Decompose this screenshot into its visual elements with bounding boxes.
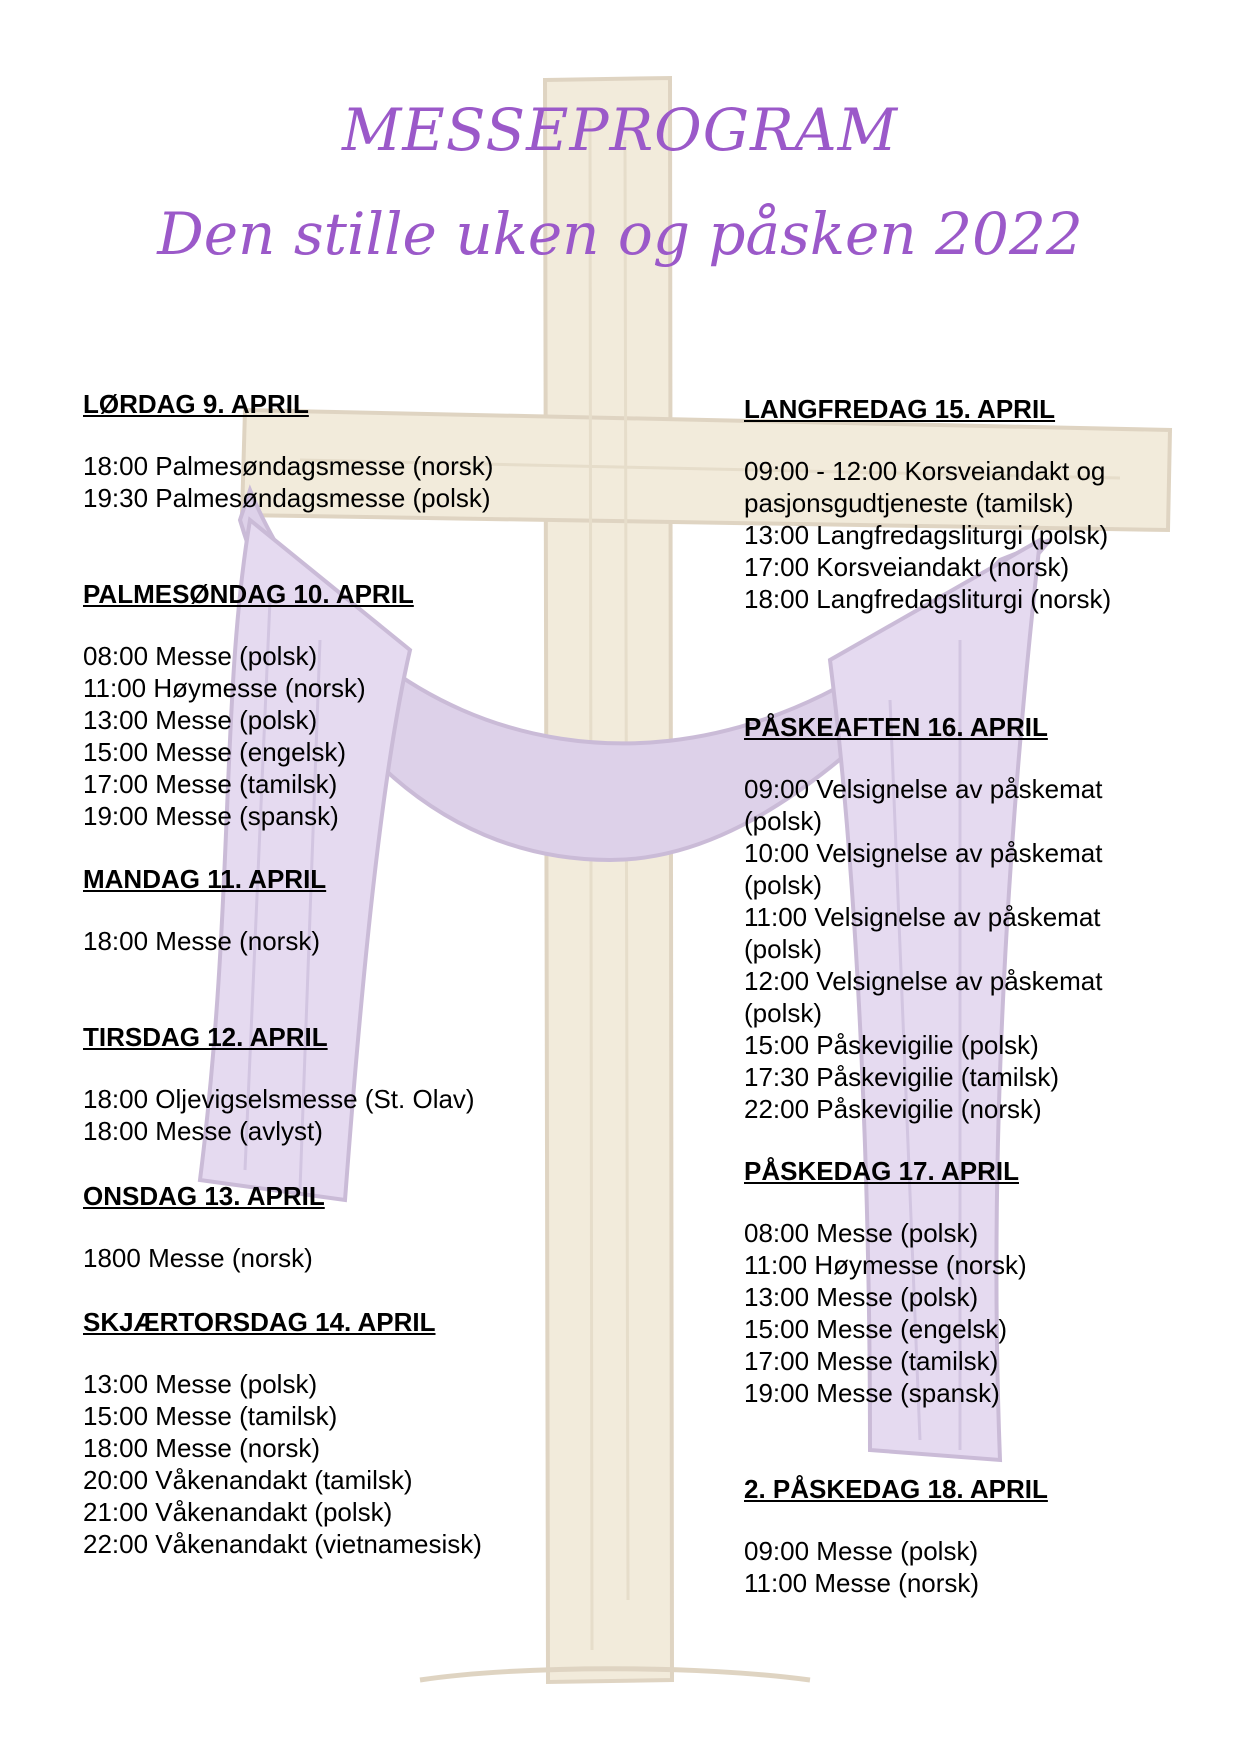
- day-heading: TIRSDAG 12. APRIL: [83, 1022, 328, 1052]
- service-item: 18:00 Messe (avlyst): [83, 1116, 323, 1146]
- day-block: [744, 1473, 1164, 1599]
- service-item: 18:00 Messe (norsk): [83, 926, 320, 956]
- service-item: 18:00 Oljevigselsmesse (St. Olav): [83, 1084, 475, 1114]
- day-block: [83, 1306, 603, 1560]
- service-item: 11:00 Velsignelse av påskemat (polsk): [744, 902, 1101, 964]
- day-block: [83, 578, 603, 832]
- day-heading: LØRDAG 9. APRIL: [83, 389, 309, 419]
- service-item: 11:00 Høymesse (norsk): [744, 1250, 1027, 1280]
- service-item: 10:00 Velsignelse av påskemat (polsk): [744, 838, 1103, 900]
- day-heading: PÅSKEDAG 17. APRIL: [744, 1156, 1019, 1186]
- service-item: 13:00 Messe (polsk): [83, 705, 318, 735]
- service-item: 09:00 - 12:00 Korsveiandakt og pasjonsgudtjeneste (tamilsk): [744, 456, 1106, 518]
- service-item: 18:00 Messe (norsk): [83, 1433, 320, 1463]
- day-block: [83, 388, 603, 514]
- service-item: 08:00 Messe (polsk): [83, 641, 318, 671]
- day-block: [744, 711, 1164, 1125]
- service-item: 17:30 Påskevigilie (tamilsk): [744, 1062, 1060, 1092]
- day-heading: PÅSKEAFTEN 16. APRIL: [744, 712, 1048, 742]
- service-item: 17:00 Messe (tamilsk): [744, 1346, 999, 1376]
- day-heading: ONSDAG 13. APRIL: [83, 1181, 325, 1211]
- day-heading: MANDAG 11. APRIL: [83, 864, 327, 894]
- service-item: 15:00 Påskevigilie (polsk): [744, 1030, 1039, 1060]
- service-item: 15:00 Messe (tamilsk): [83, 1401, 338, 1431]
- service-item: 17:00 Messe (tamilsk): [83, 769, 338, 799]
- service-item: 20:00 Våkenandakt (tamilsk): [83, 1465, 413, 1495]
- service-item: 08:00 Messe (polsk): [744, 1218, 979, 1248]
- service-item: 22:00 Våkenandakt (vietnamesisk): [83, 1529, 482, 1559]
- page-subtitle: Den stille uken og påsken 2022: [157, 200, 1083, 268]
- service-item: 09:00 Messe (polsk): [744, 1536, 979, 1566]
- service-item: 22:00 Påskevigilie (norsk): [744, 1094, 1042, 1124]
- service-item: 13:00 Langfredagsliturgi (polsk): [744, 520, 1109, 550]
- day-heading: SKJÆRTORSDAG 14. APRIL: [83, 1307, 436, 1337]
- day-heading: PALMESØNDAG 10. APRIL: [83, 579, 414, 609]
- service-item: 1800 Messe (norsk): [83, 1243, 313, 1273]
- service-item: 11:00 Messe (norsk): [744, 1568, 980, 1598]
- day-block: [744, 1155, 1164, 1409]
- day-block: [83, 1180, 603, 1274]
- service-item: 18:00 Langfredagsliturgi (norsk): [744, 584, 1112, 614]
- service-item: 21:00 Våkenandakt (polsk): [83, 1497, 393, 1527]
- service-item: 19:00 Messe (spansk): [744, 1378, 1000, 1408]
- service-item: 13:00 Messe (polsk): [744, 1282, 979, 1312]
- service-item: 11:00 Høymesse (norsk): [83, 673, 366, 703]
- service-item: 09:00 Velsignelse av påskemat (polsk): [744, 774, 1103, 836]
- day-block: [83, 863, 603, 957]
- service-item: 15:00 Messe (engelsk): [83, 737, 347, 767]
- day-block: [83, 1021, 603, 1147]
- service-item: 12:00 Velsignelse av påskemat (polsk): [744, 966, 1103, 1028]
- service-item: 17:00 Korsveiandakt (norsk): [744, 552, 1070, 582]
- service-item: 19:30 Palmesøndagsmesse (polsk): [83, 483, 491, 513]
- service-item: 13:00 Messe (polsk): [83, 1369, 318, 1399]
- service-item: 15:00 Messe (engelsk): [744, 1314, 1008, 1344]
- day-heading: LANGFREDAG 15. APRIL: [744, 394, 1056, 424]
- page-title: MESSEPROGRAM: [341, 96, 899, 164]
- day-block: [744, 393, 1164, 615]
- service-item: 18:00 Palmesøndagsmesse (norsk): [83, 451, 494, 481]
- day-heading: 2. PÅSKEDAG 18. APRIL: [744, 1474, 1048, 1504]
- service-item: 19:00 Messe (spansk): [83, 801, 339, 831]
